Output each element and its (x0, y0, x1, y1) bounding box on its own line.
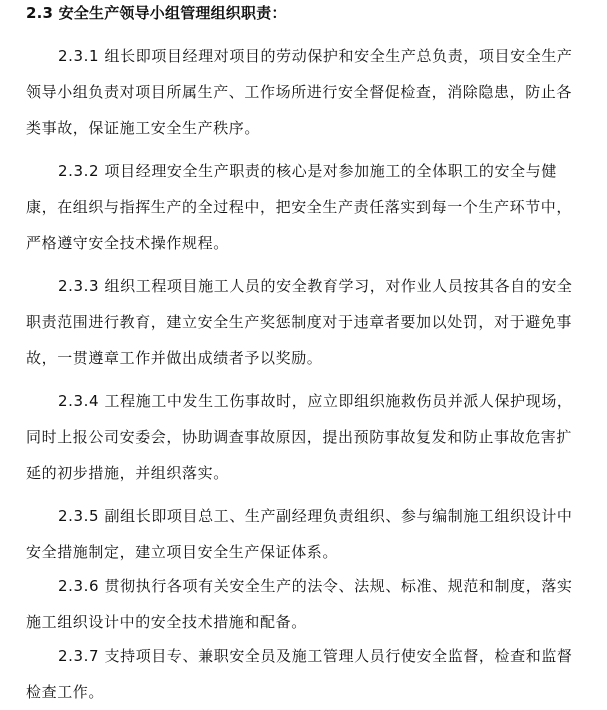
section-heading: 2.3 安全生产领导小组管理组织职责： (26, 4, 287, 22)
paragraph-2-3-5: 2.3.5 副组长即项目总工、生产副经理负责组织、参与编制施工组织设计中安全措施制定，建立项目安全生产保证体系。 (26, 507, 573, 561)
paragraph-2-3-7: 2.3.7 支持项目专、兼职安全员及施工管理人员行使安全监督，检查和监督检查工作。 (26, 647, 573, 701)
paragraph-2-3-6: 2.3.6 贯彻执行各项有关安全生产的法令、法规、标准、规范和制度，落实施工组织设计中的安全技术措施和配备。 (26, 577, 573, 631)
paragraph-2-3-2: 2.3.2 项目经理安全生产职责的核心是对参加施工的全体职工的安全与健康，在组织与指挥生产的全过程中，把安全生产责任落实到每一个生产环节中，严格遵守安全技术操作规程。 (26, 162, 573, 252)
paragraph-2-3-3: 2.3.3 组织工程项目施工人员的安全教育学习，对作业人员按其各自的安全职责范围进行教育，建立安全生产奖惩制度对于违章者要加以处罚，对于避免事故，一贯遵章工作并做出成绩者予以奖励。 (26, 277, 573, 367)
paragraph-2-3-4: 2.3.4 工程施工中发生工伤事故时，应立即组织施救伤员并派人保护现场，同时上报公司安委会，协助调查事故原因，提出预防事故复发和防止事故危害扩延的初步措施，并组织落实。 (26, 392, 573, 482)
paragraph-2-3-1: 2.3.1 组长即项目经理对项目的劳动保护和安全生产总负责，项目安全生产领导小组负责对项目所属生产、工作场所进行安全督促检查，消除隐患，防止各类事故，保证施工安全生产秩序。 (26, 47, 573, 137)
